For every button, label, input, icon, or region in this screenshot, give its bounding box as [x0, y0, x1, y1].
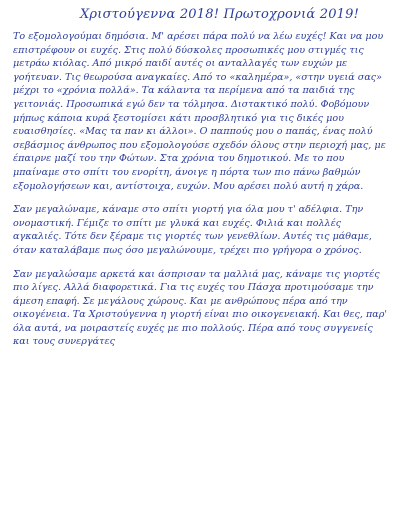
paragraph-3: Σαν μεγαλώσαμε αρκετά και άσπρισαν τα μαλλιά μας, κάναμε τις γιορτές πιο λίγες. Αλλά διαφορετικά. Για τις ευχές του Πάσχα προτιμούσαμε την άμεση επαφή. Σε μεγάλους χώρους. Και με ανθρώπους πέρα από την οικογένεια. Τα Χριστούγεννα η γιορτή είναι πιο οικογενειακή. Και θες, παρ' όλα αυτά, να μοιραστείς ευχές με πιο πολλούς. Πέρα από τους συγγενείς και τους συνεργάτες	[13, 268, 388, 348]
paragraph-1: Το εξομολογούμαι δημόσια. Μ' αρέσει πάρα πολύ να λέω ευχές! Και να μου επιστρέφουν οι ευχές. Στις πολύ δύσκολες προσωπικές μου στιγμές τις μετράω κιόλας. Από μικρό παιδί αυτές οι ανταλλαγές των ευχών με γοήτευαν. Τις θεωρούσα αναγκαίες. Από το «καλημέρα», «στην υγειά σας» μέχρι το «χρόνια πολλά». Τα κάλαντα τα περίμενα από τα παιδιά της γειτονιάς. Προσωπικά εγώ δεν τα τόλμησα. Διστακτικό πολύ. Φοβόμουν μήπως κάποια κυρά ξεστομίσει κάτι προσβλητικό για τις δικές μου ευαισθησίες. «Μας τα παν κι άλλοι». Ο παππούς μου ο παπάς, ένας πολύ σεβάσμιος άνθρωπος που εξομολογούσε σχεδόν όλους στην περιοχή μας, με έπαιρνε μαζί του την Φώτων. Στα χρόνια του δημοτικού. Με το που μπαίναμε στο σπίτι του ενορίτη, άνοιγε η πόρτα των πιο πάνω βαθμών εξομολογήσεων και, αντίστοιχα, ευχών. Μου αρέσει πολύ αυτή η χάρα.	[13, 31, 386, 192]
page-title: Χριστούγεννα 2018! Πρωτοχρονιά 2019!	[79, 7, 360, 22]
paragraph-2: Σαν μεγαλώναμε, κάναμε στο σπίτι γιορτή για όλα μου τ' αδέλφια. Την ονομαστική. Γέμιζε το σπίτι με γλυκά και ευχές. Φιλιά και πολλές αγκαλιές. Τότε δεν ξέραμε τις γιορτές των γενεθλίων. Αυτές τις μάθαμε, όταν καταλάβαμε πως όσο μεγαλώνουμε, τρέχει πιο γρήγορα ο χρόνος.	[13, 204, 372, 256]
